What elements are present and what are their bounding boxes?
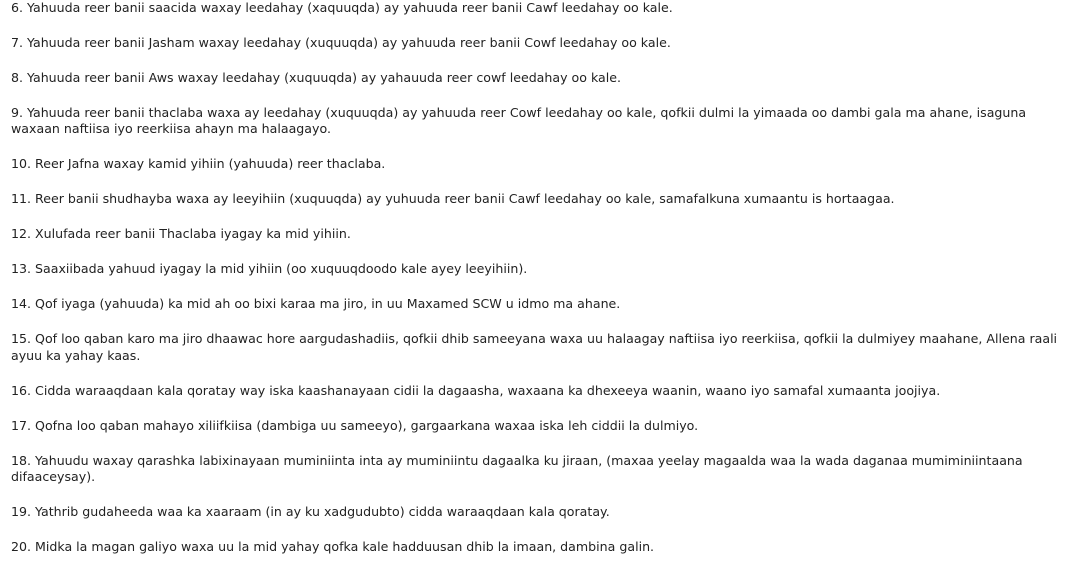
paragraph-6: 6. Yahuuda reer banii saacida waxay leedahay (xaquuqda) ay yahuuda reer banii Cawf leedahay oo kale. — [11, 0, 673, 15]
paragraph-18: 18. Yahuudu waxay qarashka labixinayaan muminiinta inta ay muminiintu dagaalka ku jiraan, (maxaa yeelay magaalda waa la wada daganaa mumiminiintaana difaaceysay). — [11, 452, 1023, 485]
document-body — [11, 0, 1069, 574]
paragraph-9: 9. Yahuuda reer banii thaclaba waxa ay leedahay (xuquuqda) ay yahuuda reer Cowf leedahay oo kale, qofkii dulmi la yimaada oo dambi gala ma ahane, isaguna waxaan naftiisa iyo reerkiisa ahayn ma halaagayo. — [11, 105, 1027, 137]
paragraph-15: 15. Qof loo qaban karo ma jiro dhaawac hore aargudashadiis, qofkii dhib sameeyana waxa uu halaagay naftiisa iyo reerkiisa, qofkii la dulmiyey maahane, Allena raali ayuu ka yahay kaas. — [11, 331, 1058, 363]
paragraph-16: 16. Cidda waraaqdaan kala qoratay way iska kaashanayaan cidii la dagaasha, waxaana ka dhexeeya waanin, waano iyo samafal xumaanta joojiya. — [11, 382, 941, 398]
paragraph-19: 19. Yathrib gudaheeda waa ka xaaraam (in ay ku xadgudubto) cidda waraaqdaan kala qoratay. — [11, 504, 610, 520]
paragraph-14: 14. Qof iyaga (yahuuda) ka mid ah oo bixi karaa ma jiro, in uu Maxamed SCW u idmo ma ahane. — [11, 296, 621, 312]
paragraph-7: 7. Yahuuda reer banii Jasham waxay leedahay (xuquuqda) ay yahuuda reer banii Cowf leedahay oo kale. — [11, 35, 671, 50]
paragraph-10: 10. Reer Jafna waxay kamid yihiin (yahuuda) reer thaclaba. — [11, 156, 386, 172]
paragraph-13: 13. Saaxiibada yahuud iyagay la mid yihiin (oo xuquuqdoodo kale ayey leeyihiin). — [11, 261, 528, 277]
paragraph-17: 17. Qofna loo qaban mahayo xiliifkiisa (dambiga uu sameeyo), gargaarkana waxaa iska leh ciddii la dulmiyo. — [11, 417, 699, 433]
paragraph-12: 12. Xulufada reer banii Thaclaba iyagay ka mid yihiin. — [11, 226, 351, 242]
paragraph-8: 8. Yahuuda reer banii Aws waxay leedahay (xuquuqda) ay yahauuda reer cowf leedahay oo kale. — [11, 70, 622, 85]
paragraph-11: 11. Reer banii shudhayba waxa ay leeyihiin (xuquuqda) ay yuhuuda reer banii Cawf leedahay oo kale, samafalkuna xumaantu is hortaagaa. — [11, 191, 895, 207]
paragraph-20: 20. Midka la magan galiyo waxa uu la mid yahay qofka kale hadduusan dhib la imaan, dambina galin. — [11, 539, 655, 555]
